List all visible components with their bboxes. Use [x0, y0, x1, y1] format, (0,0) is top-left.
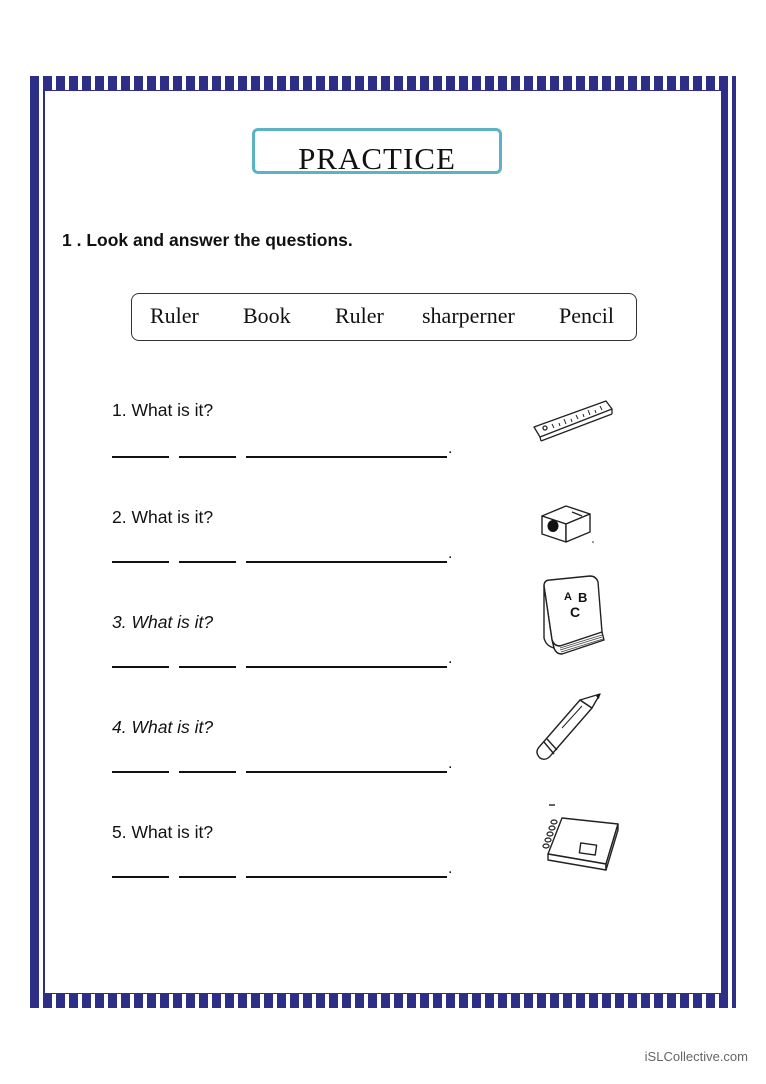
word-bank-item: Pencil — [559, 303, 614, 328]
word-bank-item: Book — [243, 303, 291, 328]
question-4: 4. What is it? — [112, 717, 214, 737]
answer-blank-3b[interactable] — [179, 666, 236, 668]
answer-period: . — [448, 545, 453, 562]
sharpener-icon — [536, 500, 598, 548]
answer-blank-2b[interactable] — [179, 561, 236, 563]
word-bank-item: sharperner — [422, 303, 515, 328]
question-3: 3. What is it? — [112, 612, 214, 632]
answer-blank-5c[interactable] — [246, 876, 447, 878]
answer-blank-1b[interactable] — [179, 456, 236, 458]
notebook-icon — [540, 800, 624, 882]
word-bank — [131, 293, 637, 341]
book-icon — [538, 572, 608, 658]
answer-blank-4a[interactable] — [112, 771, 169, 773]
question-2: 2. What is it? — [112, 507, 214, 527]
answer-blank-3c[interactable] — [246, 666, 447, 668]
ruler-icon — [530, 395, 616, 447]
title-box — [252, 128, 502, 174]
answer-blank-5b[interactable] — [179, 876, 236, 878]
answer-period: . — [448, 860, 453, 877]
answer-blank-5a[interactable] — [112, 876, 169, 878]
answer-blank-3a[interactable] — [112, 666, 169, 668]
book-letter: A — [564, 591, 572, 603]
answer-blank-4c[interactable] — [246, 771, 447, 773]
question-1: 1. What is it? — [112, 400, 214, 420]
instruction-text: 1 . Look and answer the questions. — [62, 230, 353, 250]
answer-blank-2c[interactable] — [246, 561, 447, 563]
book-letter: C — [570, 604, 581, 620]
answer-blank-4b[interactable] — [179, 771, 236, 773]
answer-period: . — [448, 755, 453, 772]
page-title: PRACTICE — [298, 141, 456, 174]
answer-blank-1a[interactable] — [112, 456, 169, 458]
book-letter: B — [578, 590, 588, 605]
watermark: iSLCollective.com — [644, 1049, 748, 1064]
question-5: 5. What is it? — [112, 822, 214, 842]
word-bank-item: Ruler — [150, 303, 199, 328]
answer-blank-2a[interactable] — [112, 561, 169, 563]
pencil-icon — [532, 688, 608, 764]
answer-blank-1c[interactable] — [246, 456, 447, 458]
answer-period: . — [448, 650, 453, 667]
answer-period: . — [448, 440, 453, 457]
word-bank-item: Ruler — [335, 303, 384, 328]
